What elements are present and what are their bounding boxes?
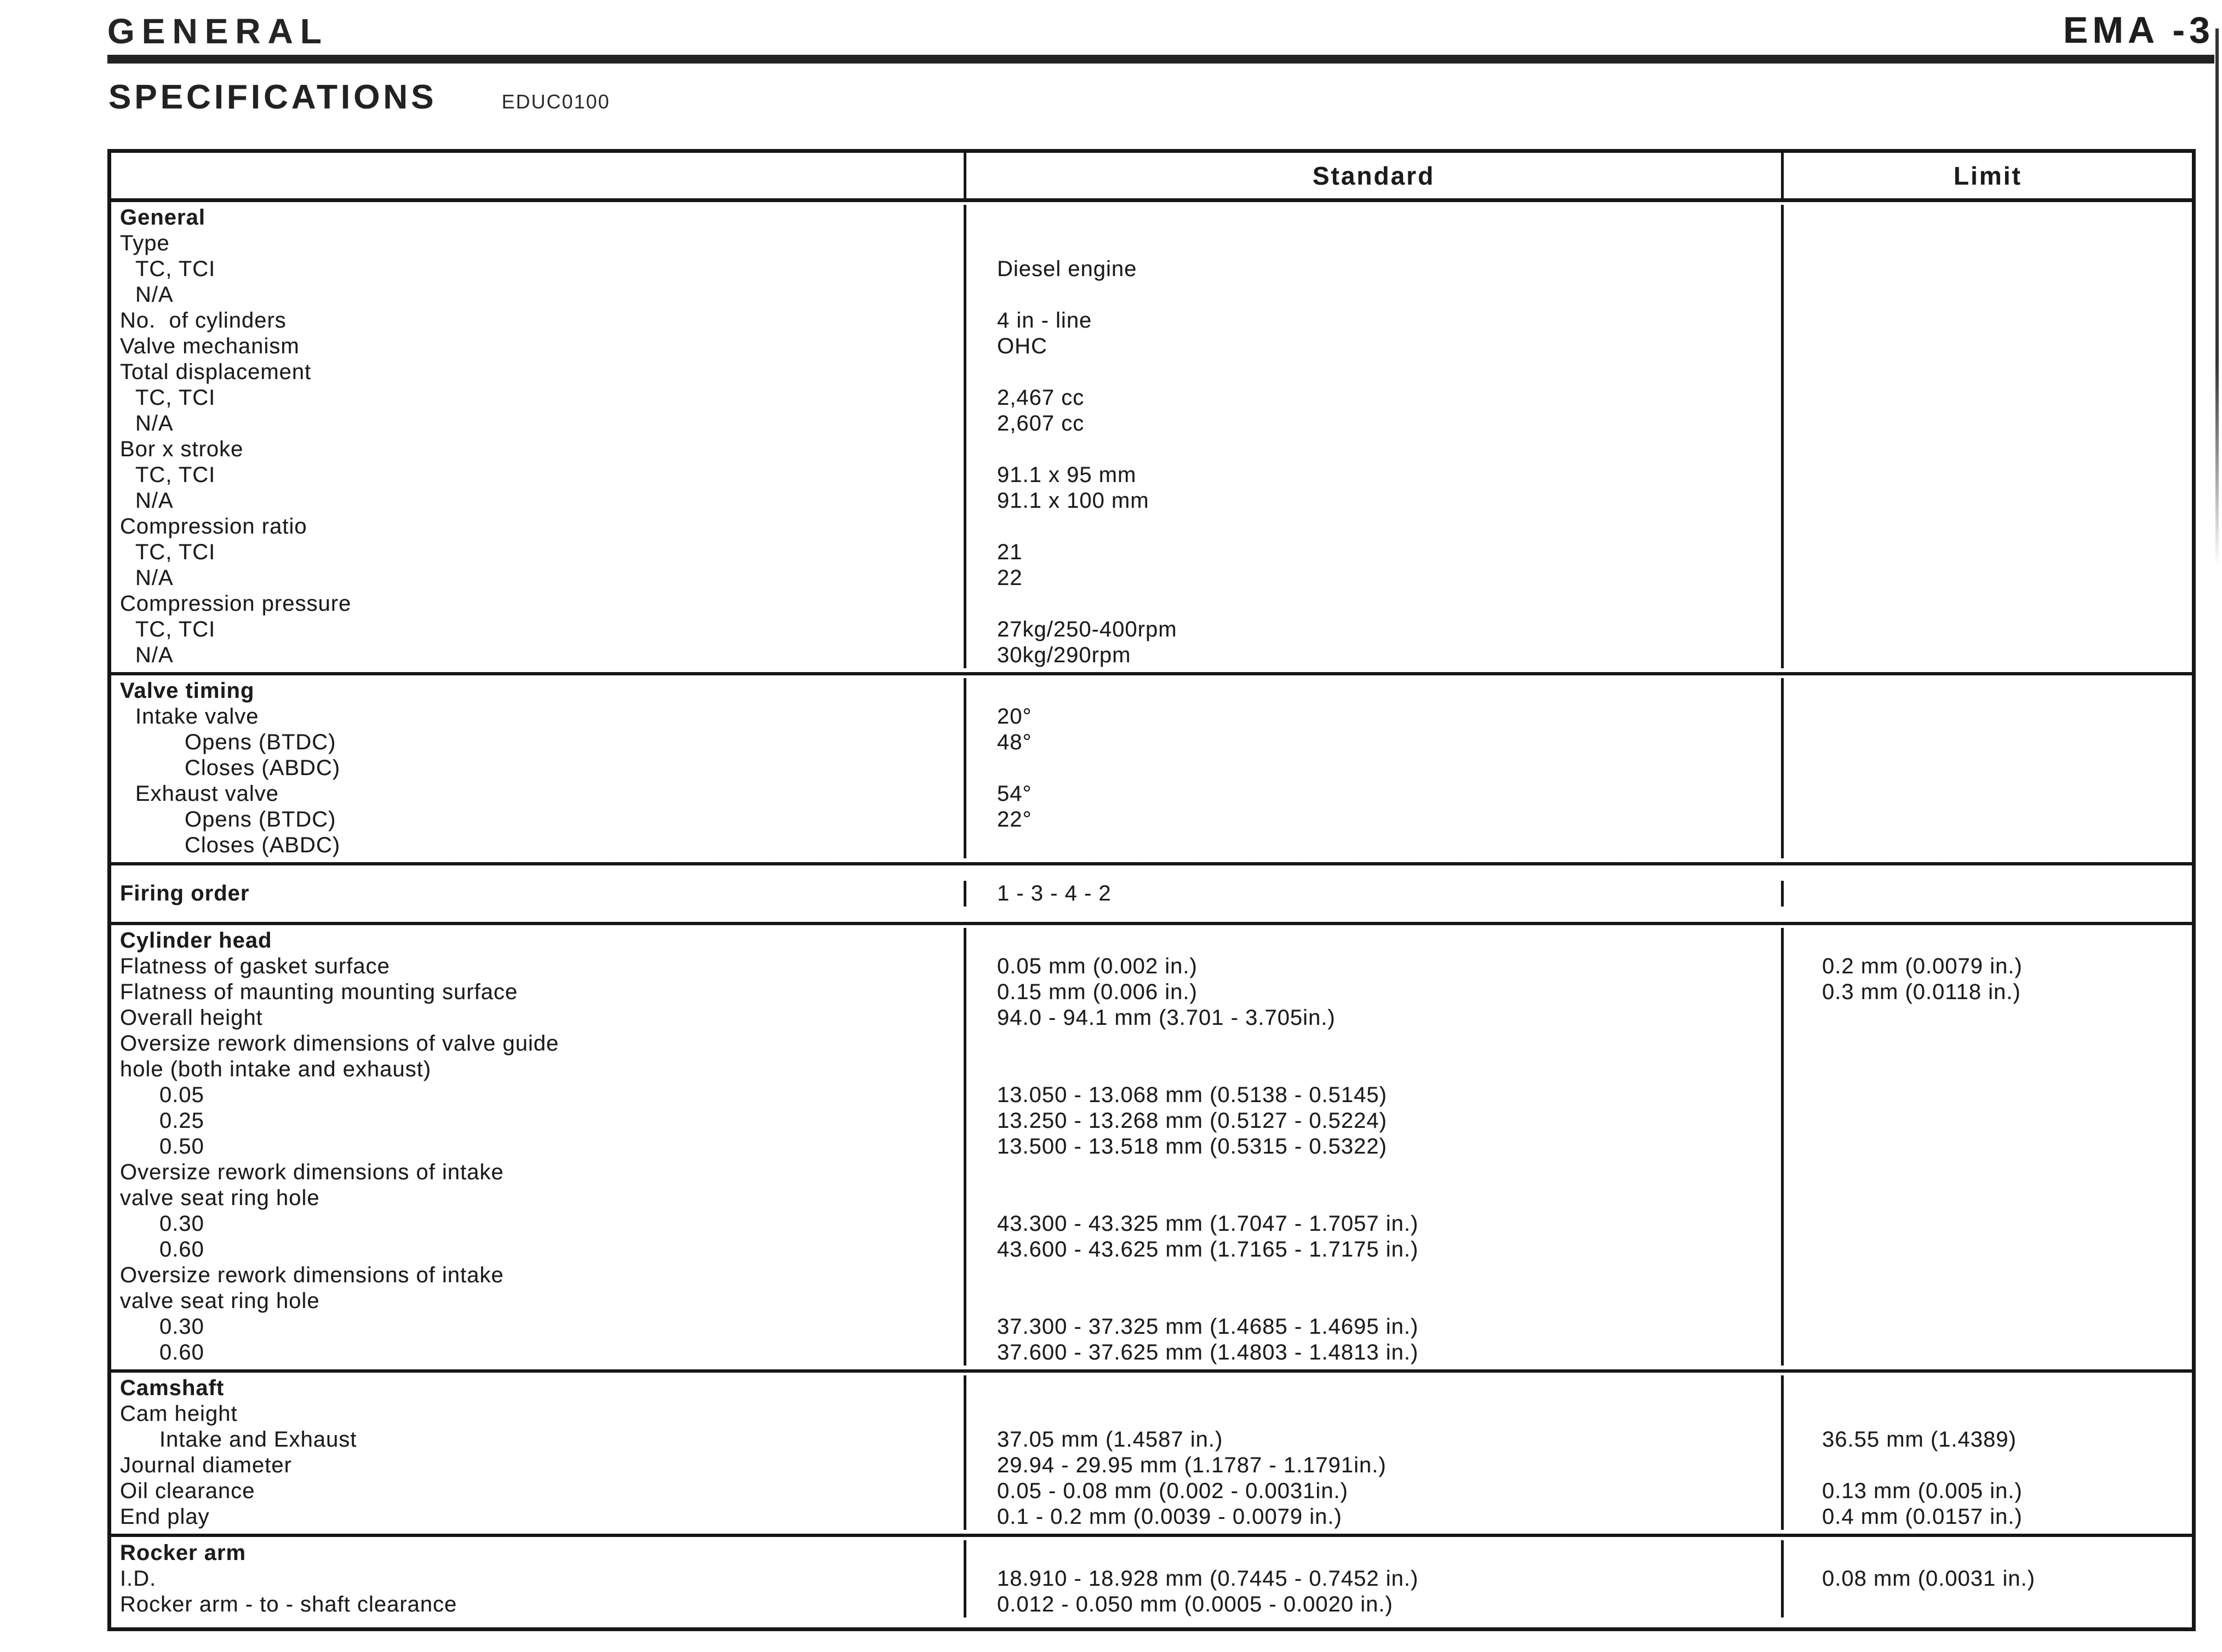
spec-label: Oversize rework dimensions of intake [120, 1263, 504, 1287]
standard-value: 0.1 - 0.2 mm (0.0039 - 0.0079 in.) [964, 1504, 1781, 1530]
limit-value [1781, 1108, 2192, 1134]
spec-label: Firing order [120, 881, 250, 905]
spec-label: Closes (ABDC) [185, 756, 341, 780]
limit-value [1781, 411, 2192, 437]
column-header-blank [111, 153, 964, 198]
table-row [111, 1288, 2192, 1314]
limit-value [1781, 755, 2192, 781]
table-row [111, 1401, 2192, 1427]
table-row [111, 1237, 2192, 1263]
table-row [111, 1211, 2192, 1237]
spec-label: TC, TCI [135, 463, 216, 487]
standard-value [964, 231, 1781, 256]
table-row [111, 334, 2192, 359]
column-header-limit: Limit [1781, 153, 2192, 198]
table-row [111, 781, 2192, 807]
table-row [111, 231, 2192, 256]
standard-value [964, 591, 1781, 617]
standard-value: 91.1 x 100 mm [964, 488, 1781, 514]
title-row [108, 78, 610, 117]
spec-label: N/A [135, 566, 174, 590]
table-row [111, 979, 2192, 1005]
section-rocker-arm [111, 1534, 2192, 1627]
spec-label: Intake valve [135, 704, 259, 729]
table-row [111, 411, 2192, 437]
table-row [111, 807, 2192, 833]
page-code: EMA -3 [2063, 9, 2214, 51]
spec-label: Flatness of maunting mounting surface [120, 980, 518, 1004]
standard-value: 2,607 cc [964, 411, 1781, 437]
limit-value [1781, 462, 2192, 488]
standard-value: 0.15 mm (0.006 in.) [964, 979, 1781, 1005]
standard-value: 27kg/250-400rpm [964, 617, 1781, 643]
spec-label: Oversize rework dimensions of valve guide [120, 1031, 559, 1056]
limit-value [1781, 833, 2192, 858]
table-row [111, 385, 2192, 411]
standard-value [964, 678, 1781, 704]
spec-label: Intake and Exhaust [159, 1427, 357, 1452]
standard-value: 37.600 - 37.625 mm (1.4803 - 1.4813 in.) [964, 1340, 1781, 1366]
spec-label: N/A [135, 643, 174, 667]
limit-value: 0.3 mm (0.0118 in.) [1781, 979, 2192, 1005]
spec-label: Overall height [120, 1006, 263, 1030]
limit-value [1781, 704, 2192, 730]
spec-label: N/A [135, 283, 174, 307]
table-row [111, 1478, 2192, 1504]
spec-label: 0.50 [159, 1134, 204, 1158]
spec-label: hole (both intake and exhaust) [120, 1057, 432, 1081]
standard-value: 21 [964, 540, 1781, 565]
spec-label: Compression ratio [120, 514, 307, 538]
spec-label: 0.30 [159, 1315, 204, 1339]
limit-value [1781, 256, 2192, 282]
limit-value [1781, 1005, 2192, 1031]
spec-label: Rocker arm [120, 1541, 247, 1565]
table-row [111, 881, 2192, 907]
spec-label: Camshaft [120, 1376, 225, 1400]
table-row [111, 308, 2192, 334]
limit-value [1781, 643, 2192, 668]
standard-value [964, 928, 1781, 954]
spec-table-header [111, 153, 2192, 202]
standard-value: Diesel engine [964, 256, 1781, 282]
table-row [111, 1314, 2192, 1340]
section-valve-timing [111, 672, 2192, 862]
standard-value [964, 1401, 1781, 1427]
spec-label: Total displacement [120, 360, 312, 384]
table-row [111, 1340, 2192, 1366]
page-kicker: GENERAL [107, 12, 329, 51]
spec-label: Oil clearance [120, 1479, 255, 1503]
table-row [111, 1134, 2192, 1160]
standard-value: 18.910 - 18.928 mm (0.7445 - 0.7452 in.) [964, 1566, 1781, 1592]
limit-value: 0.4 mm (0.0157 in.) [1781, 1504, 2192, 1530]
spec-label: No. of cylinders [120, 308, 287, 332]
table-row [111, 704, 2192, 730]
standard-value: 13.050 - 13.068 mm (0.5138 - 0.5145) [964, 1082, 1781, 1108]
spec-label: General [120, 205, 205, 230]
spec-label: Oversize rework dimensions of intake [120, 1160, 504, 1184]
limit-value [1781, 1211, 2192, 1237]
limit-value [1781, 1134, 2192, 1160]
table-row [111, 540, 2192, 565]
spec-label: Journal diameter [120, 1453, 292, 1477]
limit-value [1781, 1057, 2192, 1082]
table-row [111, 678, 2192, 704]
limit-value [1781, 1540, 2192, 1566]
table-row [111, 643, 2192, 668]
spec-label: N/A [135, 489, 174, 513]
spec-label: 0.60 [159, 1340, 204, 1364]
spec-label: Valve timing [120, 679, 255, 703]
limit-value [1781, 1453, 2192, 1478]
standard-value [964, 205, 1781, 231]
section-firing-order [111, 862, 2192, 922]
table-row [111, 565, 2192, 591]
standard-value: 29.94 - 29.95 mm (1.1787 - 1.1791in.) [964, 1453, 1781, 1478]
standard-value: 43.600 - 43.625 mm (1.7165 - 1.7175 in.) [964, 1237, 1781, 1263]
spec-label: valve seat ring hole [120, 1186, 320, 1210]
table-row [111, 1453, 2192, 1478]
table-row [111, 833, 2192, 858]
table-row [111, 1108, 2192, 1134]
standard-value: 22 [964, 565, 1781, 591]
limit-value: 36.55 mm (1.4389) [1781, 1427, 2192, 1453]
spec-label: Opens (BTDC) [185, 807, 336, 831]
table-row [111, 437, 2192, 462]
page-header [107, 9, 2214, 64]
section-cylinder-head [111, 922, 2192, 1369]
limit-value [1781, 591, 2192, 617]
spec-label: TC, TCI [135, 617, 216, 641]
standard-value: 37.300 - 37.325 mm (1.4685 - 1.4695 in.) [964, 1314, 1781, 1340]
standard-value: 37.05 mm (1.4587 in.) [964, 1427, 1781, 1453]
section-camshaft [111, 1369, 2192, 1534]
standard-value: 13.500 - 13.518 mm (0.5315 - 0.5322) [964, 1134, 1781, 1160]
limit-value: 0.13 mm (0.005 in.) [1781, 1478, 2192, 1504]
table-row [111, 755, 2192, 781]
standard-value: 2,467 cc [964, 385, 1781, 411]
standard-value: 0.012 - 0.050 mm (0.0005 - 0.0020 in.) [964, 1592, 1781, 1617]
table-row [111, 1504, 2192, 1530]
limit-value [1781, 1288, 2192, 1314]
limit-value [1781, 1160, 2192, 1185]
standard-value [964, 1185, 1781, 1211]
table-row [111, 591, 2192, 617]
page-title-code: EDUC0100 [501, 90, 610, 113]
spec-label: Compression pressure [120, 592, 352, 616]
spec-label: Bor x stroke [120, 437, 244, 461]
standard-value: 4 in - line [964, 308, 1781, 334]
limit-value [1781, 1031, 2192, 1057]
table-row [111, 514, 2192, 540]
table-row [111, 1263, 2192, 1288]
spec-label: TC, TCI [135, 257, 216, 281]
table-row [111, 282, 2192, 308]
standard-value: 13.250 - 13.268 mm (0.5127 - 0.5224) [964, 1108, 1781, 1134]
limit-value [1781, 1237, 2192, 1263]
limit-value [1781, 565, 2192, 591]
table-row [111, 1375, 2192, 1401]
limit-value [1781, 928, 2192, 954]
limit-value [1781, 231, 2192, 256]
limit-value [1781, 807, 2192, 833]
table-row [111, 1566, 2192, 1592]
standard-value: 0.05 - 0.08 mm (0.002 - 0.0031in.) [964, 1478, 1781, 1504]
table-row [111, 1160, 2192, 1185]
limit-value [1781, 488, 2192, 514]
spec-label: Cam height [120, 1402, 238, 1426]
spec-label: Exhaust valve [135, 782, 279, 806]
limit-value [1781, 678, 2192, 704]
limit-value [1781, 1263, 2192, 1288]
standard-value: 20° [964, 704, 1781, 730]
table-row [111, 205, 2192, 231]
column-header-standard: Standard [964, 153, 1781, 198]
spec-label: Closes (ABDC) [185, 833, 341, 857]
scan-edge-artifact [2215, 28, 2219, 565]
standard-value [964, 1057, 1781, 1082]
limit-value [1781, 881, 2192, 907]
limit-value [1781, 1401, 2192, 1427]
standard-value [964, 833, 1781, 858]
spec-label: Rocker arm - to - shaft clearance [120, 1592, 457, 1616]
table-row [111, 1057, 2192, 1082]
standard-value [964, 282, 1781, 308]
standard-value [964, 514, 1781, 540]
table-row [111, 1185, 2192, 1211]
spec-table-body [111, 202, 2192, 1627]
limit-value [1781, 514, 2192, 540]
standard-value: 43.300 - 43.325 mm (1.7047 - 1.7057 in.) [964, 1211, 1781, 1237]
spec-label: I.D. [120, 1567, 157, 1591]
spec-label: TC, TCI [135, 386, 216, 410]
standard-value [964, 1031, 1781, 1057]
spec-label: Cylinder head [120, 928, 272, 953]
limit-value [1781, 282, 2192, 308]
table-row [111, 1427, 2192, 1453]
table-row [111, 256, 2192, 282]
standard-value: 94.0 - 94.1 mm (3.701 - 3.705in.) [964, 1005, 1781, 1031]
spec-label: valve seat ring hole [120, 1289, 320, 1313]
standard-value: 1 - 3 - 4 - 2 [964, 881, 1781, 907]
spec-label: Valve mechanism [120, 334, 300, 358]
standard-value [964, 1288, 1781, 1314]
standard-value: OHC [964, 334, 1781, 359]
spec-label: Opens (BTDC) [185, 730, 336, 754]
table-row [111, 488, 2192, 514]
limit-value [1781, 1340, 2192, 1366]
table-row [111, 1082, 2192, 1108]
limit-value [1781, 540, 2192, 565]
standard-value [964, 437, 1781, 462]
limit-value [1781, 359, 2192, 385]
standard-value [964, 1160, 1781, 1185]
page-title: SPECIFICATIONS [108, 78, 437, 116]
spec-label: Flatness of gasket surface [120, 954, 390, 978]
limit-value [1781, 1592, 2192, 1617]
table-row [111, 730, 2192, 755]
spec-label: N/A [135, 411, 174, 435]
limit-value [1781, 205, 2192, 231]
standard-value [964, 1375, 1781, 1401]
table-row [111, 1592, 2192, 1617]
table-row [111, 617, 2192, 643]
standard-value: 0.05 mm (0.002 in.) [964, 954, 1781, 979]
standard-value: 30kg/290rpm [964, 643, 1781, 668]
standard-value: 54° [964, 781, 1781, 807]
limit-value [1781, 781, 2192, 807]
table-row [111, 1031, 2192, 1057]
spec-table [107, 149, 2196, 1631]
spec-label: 0.60 [159, 1237, 204, 1261]
limit-value [1781, 334, 2192, 359]
standard-value [964, 1540, 1781, 1566]
section-general [111, 202, 2192, 672]
spec-label: End play [120, 1505, 210, 1529]
limit-value [1781, 308, 2192, 334]
limit-value [1781, 730, 2192, 755]
standard-value [964, 755, 1781, 781]
limit-value [1781, 1185, 2192, 1211]
table-row [111, 462, 2192, 488]
standard-value [964, 359, 1781, 385]
limit-value [1781, 437, 2192, 462]
table-row [111, 954, 2192, 979]
table-row [111, 1540, 2192, 1566]
standard-value: 91.1 x 95 mm [964, 462, 1781, 488]
table-row [111, 1005, 2192, 1031]
limit-value [1781, 385, 2192, 411]
spec-label: 0.25 [159, 1109, 204, 1133]
limit-value [1781, 1375, 2192, 1401]
spec-label: Type [120, 231, 170, 255]
limit-value: 0.2 mm (0.0079 in.) [1781, 954, 2192, 979]
spec-label: TC, TCI [135, 540, 216, 564]
limit-value [1781, 1082, 2192, 1108]
limit-value [1781, 1314, 2192, 1340]
spec-label: 0.30 [159, 1212, 204, 1236]
standard-value: 22° [964, 807, 1781, 833]
standard-value [964, 1263, 1781, 1288]
spec-label: 0.05 [159, 1083, 204, 1107]
limit-value: 0.08 mm (0.0031 in.) [1781, 1566, 2192, 1592]
standard-value: 48° [964, 730, 1781, 755]
limit-value [1781, 617, 2192, 643]
table-row [111, 359, 2192, 385]
table-row [111, 928, 2192, 954]
